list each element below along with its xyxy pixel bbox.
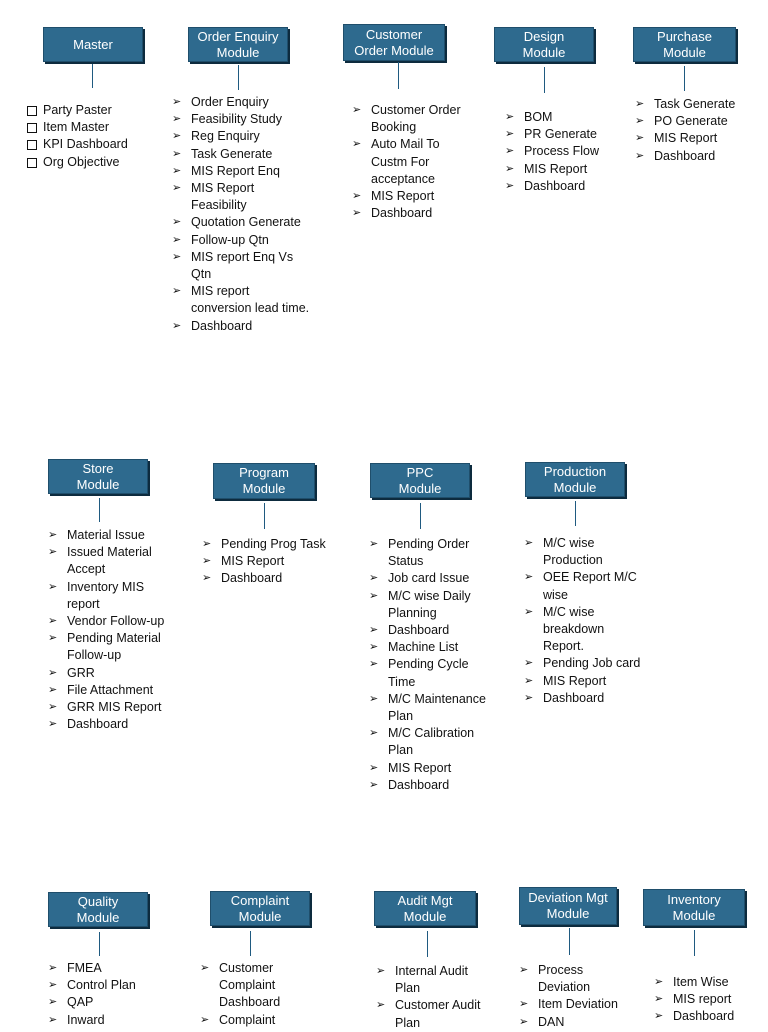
module-design-title: Design Module <box>494 27 594 62</box>
list-item <box>369 691 509 725</box>
list-item <box>369 588 509 622</box>
connector-line <box>250 931 251 956</box>
list-item-text: MIS Report Enq <box>191 163 280 178</box>
arrow-bullet-icon: ➢ <box>369 572 379 585</box>
arrow-bullet-icon: ➢ <box>202 538 212 550</box>
list-item-text: M/C Calibration Plan <box>388 726 475 758</box>
list-item <box>172 128 337 145</box>
list-item <box>524 655 664 672</box>
list-item-text: M/C Maintenance Plan <box>388 691 486 724</box>
arrow-bullet-icon: ➢ <box>654 976 664 988</box>
list-item <box>172 163 337 180</box>
arrow-bullet-icon: ➢ <box>635 132 645 145</box>
arrow-bullet-icon: ➢ <box>172 164 182 177</box>
list-item <box>369 536 509 570</box>
list-item-text: Pending Job card <box>543 656 641 671</box>
module-design-list <box>505 109 635 195</box>
connector-line <box>427 931 428 957</box>
module-store-list <box>48 527 188 733</box>
arrow-bullet-icon: ➢ <box>48 546 58 559</box>
list-item-text: Task Generate <box>191 146 273 161</box>
arrow-bullet-icon: ➢ <box>172 250 182 263</box>
list-item <box>524 673 664 690</box>
list-item-text: MIS Report <box>221 554 285 569</box>
list-item <box>654 974 768 991</box>
list-item-text: Complaint <box>219 1012 276 1027</box>
list-item-text: Customer Complaint Dashboard <box>219 961 281 1010</box>
module-audit-title: Audit Mgt Module <box>374 891 476 926</box>
list-item-text: Inventory MIS report <box>67 579 145 611</box>
list-item-text: M/C wise breakdown Report. <box>543 604 605 654</box>
list-item-text: Job card Issue <box>388 571 470 586</box>
arrow-bullet-icon: ➢ <box>172 147 182 160</box>
arrow-bullet-icon: ➢ <box>505 162 515 175</box>
list-item <box>172 318 337 335</box>
arrow-bullet-icon: ➢ <box>654 1010 664 1023</box>
arrow-bullet-icon: ➢ <box>352 104 362 116</box>
module-quality-title: Quality Module <box>48 892 148 927</box>
list-item <box>48 579 188 613</box>
arrow-bullet-icon: ➢ <box>654 993 664 1006</box>
list-item-text: Item Master <box>43 120 109 135</box>
connector-line <box>684 66 685 91</box>
list-item <box>172 214 337 231</box>
module-production-title: Production Module <box>525 462 625 497</box>
module-order-enquiry-title: Order Enquiry Module <box>188 27 288 62</box>
list-item-text: Reg Enquiry <box>191 129 260 144</box>
list-item-text: Machine List <box>388 640 459 655</box>
connector-line <box>569 928 570 955</box>
arrow-bullet-icon: ➢ <box>524 674 534 687</box>
list-item-text: Dashboard <box>67 717 129 732</box>
module-inventory-title: Inventory Module <box>643 889 745 926</box>
list-item <box>172 111 337 128</box>
list-item-text: Customer Order Booking <box>371 103 461 135</box>
connector-line <box>694 930 695 956</box>
arrow-bullet-icon: ➢ <box>48 996 58 1009</box>
list-item <box>172 232 337 249</box>
list-item <box>48 682 188 699</box>
list-item-text: OEE Report M/C wise <box>543 570 637 602</box>
list-item-text: Issued Material Accept <box>67 545 152 577</box>
list-item <box>505 143 635 160</box>
list-item-text: MIS Report <box>543 673 607 688</box>
square-bullet-icon <box>27 140 37 150</box>
module-complaint-list <box>200 960 330 1029</box>
list-item-text: Customer Audit Plan <box>395 998 481 1030</box>
list-item <box>352 205 492 222</box>
list-item <box>635 96 765 113</box>
list-item <box>369 570 509 587</box>
list-item-text: MIS Report <box>654 131 718 146</box>
list-item-text: MIS Report <box>371 189 435 204</box>
connector-line <box>92 64 93 88</box>
list-item-text: Control Plan <box>67 978 136 993</box>
arrow-bullet-icon: ➢ <box>369 641 379 654</box>
module-order-enquiry-list <box>172 94 337 335</box>
list-item-text: Order Enquiry <box>191 95 269 109</box>
list-item <box>654 991 768 1008</box>
list-item <box>48 716 188 733</box>
list-item-text: MIS report conversion lead time. <box>191 284 310 316</box>
list-item <box>369 760 509 777</box>
arrow-bullet-icon: ➢ <box>172 130 182 143</box>
list-item <box>48 665 188 682</box>
arrow-bullet-icon: ➢ <box>524 605 534 618</box>
list-item <box>524 604 664 656</box>
arrow-bullet-icon: ➢ <box>172 96 182 108</box>
list-item-text: Vendor Follow-up <box>67 614 165 629</box>
arrow-bullet-icon: ➢ <box>369 778 379 791</box>
list-item-text: BOM <box>524 110 553 124</box>
list-item <box>376 963 516 997</box>
list-item <box>505 109 635 126</box>
list-item <box>519 996 649 1013</box>
module-audit-list <box>376 963 516 1032</box>
list-item <box>172 180 337 214</box>
arrow-bullet-icon: ➢ <box>524 537 534 549</box>
list-item <box>352 188 492 205</box>
square-bullet-icon <box>27 123 37 133</box>
list-item <box>369 725 509 759</box>
arrow-bullet-icon: ➢ <box>48 632 58 645</box>
arrow-bullet-icon: ➢ <box>519 1015 529 1028</box>
list-item <box>202 570 352 587</box>
list-item <box>172 146 337 163</box>
arrow-bullet-icon: ➢ <box>172 285 182 298</box>
arrow-bullet-icon: ➢ <box>369 589 379 602</box>
module-deviation-title: Deviation Mgt Module <box>519 887 617 925</box>
list-item-text: MIS report <box>673 992 732 1007</box>
module-quality-list <box>48 960 188 1029</box>
square-bullet-icon <box>27 158 37 168</box>
list-item-text: Process Flow <box>524 144 600 159</box>
arrow-bullet-icon: ➢ <box>524 571 534 584</box>
list-item-text: GRR MIS Report <box>67 700 162 715</box>
arrow-bullet-icon: ➢ <box>202 572 212 585</box>
list-item-text: Feasibility Study <box>191 112 283 127</box>
arrow-bullet-icon: ➢ <box>48 979 58 992</box>
list-item-text: Dashboard <box>654 148 716 163</box>
arrow-bullet-icon: ➢ <box>48 615 58 628</box>
arrow-bullet-icon: ➢ <box>635 98 645 110</box>
module-ppc-title: PPC Module <box>370 463 470 498</box>
list-item <box>505 178 635 195</box>
connector-line <box>575 501 576 526</box>
list-item <box>48 960 188 977</box>
arrow-bullet-icon: ➢ <box>505 145 515 158</box>
arrow-bullet-icon: ➢ <box>48 580 58 593</box>
list-item-text: Item Deviation <box>538 997 618 1012</box>
arrow-bullet-icon: ➢ <box>376 965 386 977</box>
arrow-bullet-icon: ➢ <box>635 115 645 128</box>
list-item-text: Party Paster <box>43 103 112 117</box>
arrow-bullet-icon: ➢ <box>505 179 515 192</box>
list-item <box>369 656 509 690</box>
list-item-text: DAN <box>538 1014 565 1029</box>
arrow-bullet-icon: ➢ <box>200 962 210 974</box>
list-item-text: Pending Order Status <box>388 537 470 569</box>
list-item <box>48 544 188 578</box>
arrow-bullet-icon: ➢ <box>369 538 379 550</box>
list-item <box>505 161 635 178</box>
list-item <box>519 962 649 996</box>
arrow-bullet-icon: ➢ <box>519 998 529 1011</box>
list-item-text: Material Issue <box>67 528 145 542</box>
list-item <box>172 249 337 283</box>
arrow-bullet-icon: ➢ <box>48 718 58 731</box>
list-item-text: Pending Material Follow-up <box>67 631 161 663</box>
list-item-text: Dashboard <box>388 777 450 792</box>
list-item-text: Quotation Generate <box>191 215 301 230</box>
connector-line <box>544 67 545 93</box>
list-item <box>26 119 166 136</box>
arrow-bullet-icon: ➢ <box>524 657 534 670</box>
arrow-bullet-icon: ➢ <box>48 1013 58 1026</box>
list-item <box>505 126 635 143</box>
square-bullet-icon <box>27 106 37 116</box>
arrow-bullet-icon: ➢ <box>369 692 379 705</box>
list-item <box>26 154 166 171</box>
list-item <box>352 136 492 188</box>
list-item-text: FMEA <box>67 961 102 975</box>
list-item-text: Org Objective <box>43 154 120 169</box>
list-item <box>524 535 664 569</box>
list-item <box>369 622 509 639</box>
list-item-text: Pending Prog Task <box>221 537 326 551</box>
arrow-bullet-icon: ➢ <box>369 761 379 774</box>
arrow-bullet-icon: ➢ <box>524 691 534 704</box>
arrow-bullet-icon: ➢ <box>172 319 182 332</box>
list-item-text: Dashboard <box>371 206 433 221</box>
arrow-bullet-icon: ➢ <box>369 727 379 740</box>
arrow-bullet-icon: ➢ <box>172 113 182 126</box>
module-ppc-list <box>369 536 509 794</box>
arrow-bullet-icon: ➢ <box>48 962 58 974</box>
list-item <box>172 94 337 111</box>
list-item-text: Dashboard <box>388 623 450 638</box>
module-master-title: Master <box>43 27 143 62</box>
connector-line <box>264 503 265 529</box>
list-item-text: Inward <box>67 1012 105 1027</box>
list-item <box>48 977 188 994</box>
arrow-bullet-icon: ➢ <box>369 624 379 637</box>
list-item-text: MIS report Enq Vs Qtn <box>191 249 294 282</box>
list-item-text: Item Wise <box>673 975 729 989</box>
connector-line <box>99 498 100 522</box>
connector-line <box>398 62 399 89</box>
list-item-text: GRR <box>67 665 95 680</box>
arrow-bullet-icon: ➢ <box>202 555 212 568</box>
list-item <box>654 1008 768 1025</box>
list-item <box>48 613 188 630</box>
list-item <box>48 1012 188 1029</box>
connector-line <box>99 932 100 956</box>
list-item-text: KPI Dashboard <box>43 137 128 152</box>
list-item <box>202 536 352 553</box>
list-item <box>369 639 509 656</box>
arrow-bullet-icon: ➢ <box>48 683 58 696</box>
list-item <box>200 1012 330 1029</box>
arrow-bullet-icon: ➢ <box>200 1013 210 1026</box>
module-purchase-list <box>635 96 765 165</box>
arrow-bullet-icon: ➢ <box>505 128 515 141</box>
list-item <box>48 699 188 716</box>
list-item <box>26 102 166 119</box>
list-item <box>202 553 352 570</box>
arrow-bullet-icon: ➢ <box>352 190 362 203</box>
arrow-bullet-icon: ➢ <box>48 529 58 541</box>
arrow-bullet-icon: ➢ <box>352 207 362 220</box>
list-item-text: MIS Report Feasibility <box>191 181 255 213</box>
arrow-bullet-icon: ➢ <box>519 964 529 976</box>
list-item-text: Follow-up Qtn <box>191 232 269 247</box>
list-item <box>48 994 188 1011</box>
module-program-list <box>202 536 352 588</box>
connector-line <box>420 503 421 529</box>
arrow-bullet-icon: ➢ <box>376 999 386 1012</box>
module-purchase-title: Purchase Module <box>633 27 736 62</box>
arrow-bullet-icon: ➢ <box>48 701 58 714</box>
module-customer-order-title: Customer Order Module <box>343 24 445 61</box>
list-item <box>48 630 188 664</box>
list-item <box>635 130 765 147</box>
module-deviation-list <box>519 962 649 1031</box>
list-item <box>352 102 492 136</box>
list-item <box>369 777 509 794</box>
list-item-text: PR Generate <box>524 127 597 142</box>
list-item <box>172 283 337 317</box>
list-item-text: Dashboard <box>524 178 586 193</box>
arrow-bullet-icon: ➢ <box>352 138 362 151</box>
list-item-text: QAP <box>67 995 94 1010</box>
module-master-list <box>26 102 166 171</box>
list-item <box>26 136 166 153</box>
list-item <box>635 148 765 165</box>
list-item <box>200 960 330 1012</box>
arrow-bullet-icon: ➢ <box>172 216 182 229</box>
list-item-text: File Attachment <box>67 682 154 697</box>
arrow-bullet-icon: ➢ <box>635 149 645 162</box>
list-item-text: MIS Report <box>524 161 588 176</box>
list-item-text: Auto Mail To Custm For acceptance <box>371 137 440 186</box>
list-item <box>524 690 664 707</box>
list-item-text: Internal Audit Plan <box>395 964 468 996</box>
list-item-text: Task Generate <box>654 97 736 111</box>
list-item <box>48 527 188 544</box>
module-inventory-list <box>654 974 768 1026</box>
list-item-text: Pending Cycle Time <box>388 657 469 689</box>
list-item <box>635 113 765 130</box>
list-item-text: MIS Report <box>388 760 452 775</box>
connector-line <box>238 65 239 90</box>
arrow-bullet-icon: ➢ <box>172 182 182 195</box>
arrow-bullet-icon: ➢ <box>172 233 182 246</box>
list-item-text: Dashboard <box>673 1009 735 1024</box>
list-item-text: M/C wise Daily Planning <box>388 588 471 620</box>
list-item-text: M/C wise Production <box>543 536 603 568</box>
module-store-title: Store Module <box>48 459 148 494</box>
module-production-list <box>524 535 664 707</box>
list-item-text: Dashboard <box>191 318 253 333</box>
module-program-title: Program Module <box>213 463 315 499</box>
arrow-bullet-icon: ➢ <box>505 111 515 123</box>
list-item-text: Process Deviation <box>538 963 591 995</box>
list-item <box>519 1014 649 1031</box>
list-item-text: PO Generate <box>654 114 728 129</box>
module-complaint-title: Complaint Module <box>210 891 310 926</box>
list-item <box>376 997 516 1031</box>
list-item-text: Dashboard <box>543 690 605 705</box>
module-customer-order-list <box>352 102 492 222</box>
arrow-bullet-icon: ➢ <box>48 666 58 679</box>
list-item <box>524 569 664 603</box>
list-item-text: Dashboard <box>221 571 283 586</box>
arrow-bullet-icon: ➢ <box>369 658 379 671</box>
